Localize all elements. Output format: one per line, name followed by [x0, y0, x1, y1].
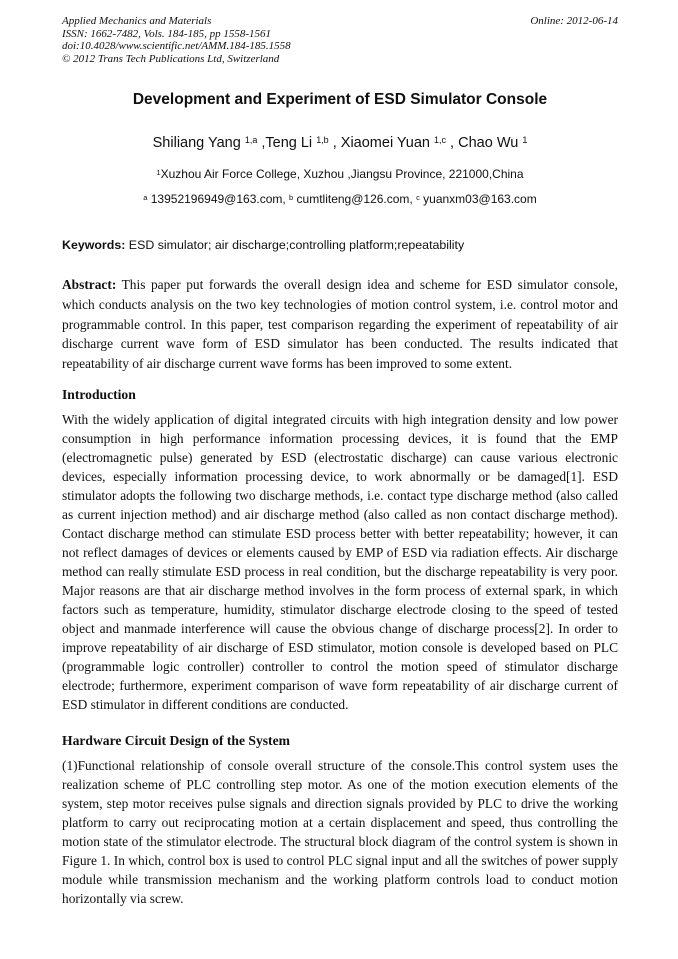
- email-separator: ,: [409, 192, 417, 207]
- author-separator: ,: [257, 135, 266, 152]
- hardware-paragraph: (1)Functional relationship of console overall structure of the console.This control system uses the realization scheme of PLC controlling step motor. As one of the motion execution elements of the system, step motor receives pulse signals and direction signals provided by PLC to drive the working platform to carry out reciprocating motion at a certain displacement and speed, thus controlling the motion state of the stimulator electrode. The structural block diagram of the control system is shown in Figure 1. In which, control box is used to control PLC signal input and all the switches of power supply module while transmission mechanism and the working platform controls load to conduct motion horizontally via screw.: [62, 758, 618, 907]
- introduction-paragraph: With the widely application of digital integrated circuits with high integration density and low power consumption in high performance information processing devices, it is found that the EMP (electromagnetic pulse) generated by ESD (electrostatic discharge) can cause various electronic devices, especially information processing device, to work abnormally or be damaged[1]. ESD stimulator adopts the following two discharge methods, i.e. contact type discharge method (also called as current injection method) and air discharge method (also called as non contact discharge method). Contact discharge method can stimulate ESD process better with better repeatability; however, it can not reflect damages of devices or elements caused by EMP of ESD via radiation effects. Air discharge method can really stimulate ESD process in real condition, but the discharge repeatability is very poor. Major reasons are that air discharge method involves in the form process of external spark, in which factors such as temperature, humidity, stimulator discharge electrode closing to the speed of tested object and manmade interference will cause the obvious change of discharge process[2]. In order to improve repeatability of air discharge of ESD stimulator, motion console is developed based on PLC (programmable logic controller) controller to control the motion speed of stimulator discharge electrode; furthermore, experiment comparison of wave form repeatability of air discharge current of ESD stimulator in different conditions are conducted.: [62, 412, 618, 713]
- abstract-label: Abstract:: [62, 277, 117, 293]
- journal-header-left: [62, 15, 291, 65]
- email-address: cumtliteng@126.com: [293, 192, 410, 207]
- email-address: yuanxm03@163.com: [419, 192, 537, 207]
- author-superscript: 1,c: [434, 135, 447, 146]
- author-separator: ,: [328, 135, 341, 152]
- issn-line: ISSN: 1662-7482, Vols. 184-185, pp 1558-1561: [62, 27, 271, 40]
- emails-line: [62, 192, 618, 208]
- section-heading-introduction: Introduction: [62, 387, 136, 403]
- author-name: Chao Wu: [458, 135, 523, 152]
- keywords-text: ESD simulator; air discharge;controlling platform;repeatability: [125, 238, 465, 253]
- email-address: 13952196949@163.com: [147, 192, 283, 207]
- author-name: Xiaomei Yuan: [340, 135, 435, 152]
- email-superscript: a: [143, 193, 148, 203]
- author-superscript: 1,a: [244, 135, 258, 146]
- abstract-text: This paper put forwards the overall design idea and scheme for ESD simulator console, which conducts analysis on the two key technologies of motion control system, i.e. control motor and programmable control. In this paper, test comparison regarding the experiment of repeatability of air discharge current wave form of ESD simulator has been conducted. The results indicated that repeatability of air discharge current wave forms has been improved to some extent.: [62, 277, 618, 371]
- affiliation-line: [62, 167, 618, 183]
- keywords-line: [62, 238, 618, 253]
- affiliation-text: Xuzhou Air Force College, Xuzhou ,Jiangsu Province, 221000,China: [160, 167, 524, 182]
- keywords-label: Keywords:: [62, 238, 126, 253]
- doi-line: doi:10.4028/www.scientific.net/AMM.184-185.1558: [62, 40, 291, 53]
- author-name: Teng Li: [265, 135, 317, 152]
- paper-title: Development and Experiment of ESD Simulator Console: [132, 91, 548, 109]
- email-separator: ,: [282, 192, 290, 207]
- email-superscript: b: [289, 193, 294, 203]
- section-heading-hardware: Hardware Circuit Design of the System: [62, 733, 290, 749]
- author-superscript: 1: [522, 135, 528, 146]
- author-superscript: 1,b: [316, 135, 329, 146]
- copyright-line: © 2012 Trans Tech Publications Ltd, Switzerland: [62, 52, 280, 65]
- author-name: Shiliang Yang: [152, 135, 245, 152]
- author-separator: ,: [446, 135, 459, 152]
- email-superscript: c: [416, 193, 420, 203]
- online-date: Online: 2012-06-14: [530, 15, 618, 27]
- authors-line: [62, 134, 618, 153]
- abstract-paragraph: [62, 275, 618, 373]
- journal-header: [62, 15, 618, 65]
- affiliation-superscript: 1: [156, 168, 161, 178]
- journal-name: Applied Mechanics and Materials: [62, 15, 212, 27]
